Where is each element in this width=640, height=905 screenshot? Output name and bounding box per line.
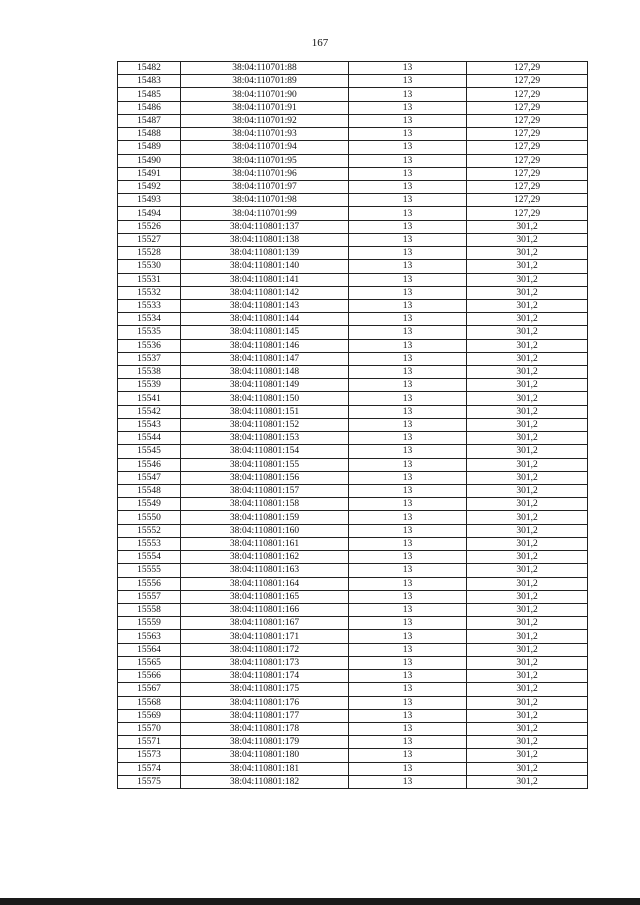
cadastral-number-cell: 38:04:110801:137	[181, 220, 349, 233]
row-number-cell: 15547	[118, 471, 181, 484]
table-row	[118, 154, 588, 167]
area-cell: 301,2	[467, 736, 588, 749]
code-cell: 13	[349, 299, 467, 312]
area-cell: 301,2	[467, 577, 588, 590]
code-cell: 13	[349, 458, 467, 471]
table-row	[118, 432, 588, 445]
code-cell: 13	[349, 656, 467, 669]
row-number-cell: 15542	[118, 405, 181, 418]
area-cell: 301,2	[467, 630, 588, 643]
row-number-cell: 15541	[118, 392, 181, 405]
area-cell: 301,2	[467, 366, 588, 379]
table-row	[118, 458, 588, 471]
code-cell: 13	[349, 432, 467, 445]
code-cell: 13	[349, 722, 467, 735]
area-cell: 301,2	[467, 590, 588, 603]
code-cell: 13	[349, 180, 467, 193]
table-row	[118, 643, 588, 656]
cadastral-number-cell: 38:04:110801:174	[181, 670, 349, 683]
code-cell: 13	[349, 524, 467, 537]
table-row	[118, 75, 588, 88]
row-number-cell: 15556	[118, 577, 181, 590]
row-number-cell: 15568	[118, 696, 181, 709]
table-row	[118, 537, 588, 550]
code-cell: 13	[349, 683, 467, 696]
code-cell: 13	[349, 418, 467, 431]
code-cell: 13	[349, 75, 467, 88]
table-row	[118, 722, 588, 735]
code-cell: 13	[349, 696, 467, 709]
table-row	[118, 577, 588, 590]
area-cell: 301,2	[467, 749, 588, 762]
row-number-cell: 15539	[118, 379, 181, 392]
table-row	[118, 273, 588, 286]
table-row	[118, 313, 588, 326]
cadastral-number-cell: 38:04:110801:147	[181, 352, 349, 365]
area-cell: 301,2	[467, 524, 588, 537]
row-number-cell: 15538	[118, 366, 181, 379]
cadastral-number-cell: 38:04:110801:175	[181, 683, 349, 696]
cadastral-number-cell: 38:04:110801:176	[181, 696, 349, 709]
cadastral-number-cell: 38:04:110801:167	[181, 617, 349, 630]
row-number-cell: 15573	[118, 749, 181, 762]
cadastral-number-cell: 38:04:110701:91	[181, 101, 349, 114]
code-cell: 13	[349, 762, 467, 775]
table-row	[118, 352, 588, 365]
row-number-cell: 15530	[118, 260, 181, 273]
cadastral-number-cell: 38:04:110801:165	[181, 590, 349, 603]
code-cell: 13	[349, 537, 467, 550]
row-number-cell: 15526	[118, 220, 181, 233]
cadastral-number-cell: 38:04:110801:149	[181, 379, 349, 392]
area-cell: 301,2	[467, 656, 588, 669]
table-row	[118, 366, 588, 379]
area-cell: 127,29	[467, 141, 588, 154]
cadastral-number-cell: 38:04:110801:166	[181, 603, 349, 616]
code-cell: 13	[349, 88, 467, 101]
row-number-cell: 15487	[118, 114, 181, 127]
area-cell: 301,2	[467, 339, 588, 352]
code-cell: 13	[349, 207, 467, 220]
area-cell: 301,2	[467, 683, 588, 696]
code-cell: 13	[349, 445, 467, 458]
row-number-cell: 15558	[118, 603, 181, 616]
cadastral-number-cell: 38:04:110801:156	[181, 471, 349, 484]
code-cell: 13	[349, 326, 467, 339]
code-cell: 13	[349, 775, 467, 788]
table-row	[118, 445, 588, 458]
area-cell: 301,2	[467, 260, 588, 273]
area-cell: 301,2	[467, 379, 588, 392]
row-number-cell: 15563	[118, 630, 181, 643]
code-cell: 13	[349, 471, 467, 484]
row-number-cell: 15482	[118, 62, 181, 75]
code-cell: 13	[349, 62, 467, 75]
code-cell: 13	[349, 141, 467, 154]
area-cell: 127,29	[467, 128, 588, 141]
row-number-cell: 15492	[118, 180, 181, 193]
table-row	[118, 180, 588, 193]
area-cell: 301,2	[467, 418, 588, 431]
code-cell: 13	[349, 101, 467, 114]
area-cell: 301,2	[467, 722, 588, 735]
table-row	[118, 260, 588, 273]
cadastral-number-cell: 38:04:110801:148	[181, 366, 349, 379]
table-row	[118, 749, 588, 762]
code-cell: 13	[349, 630, 467, 643]
table-row	[118, 220, 588, 233]
area-cell: 301,2	[467, 286, 588, 299]
area-cell: 127,29	[467, 62, 588, 75]
area-cell: 127,29	[467, 88, 588, 101]
area-cell: 301,2	[467, 670, 588, 683]
table-row	[118, 379, 588, 392]
cadastral-number-cell: 38:04:110801:139	[181, 247, 349, 260]
row-number-cell: 15535	[118, 326, 181, 339]
cadastral-number-cell: 38:04:110701:94	[181, 141, 349, 154]
code-cell: 13	[349, 564, 467, 577]
cadastral-number-cell: 38:04:110801:143	[181, 299, 349, 312]
row-number-cell: 15534	[118, 313, 181, 326]
table-row	[118, 247, 588, 260]
code-cell: 13	[349, 590, 467, 603]
table-row	[118, 286, 588, 299]
code-cell: 13	[349, 379, 467, 392]
cadastral-number-cell: 38:04:110801:171	[181, 630, 349, 643]
row-number-cell: 15550	[118, 511, 181, 524]
row-number-cell: 15485	[118, 88, 181, 101]
cadastral-number-cell: 38:04:110801:162	[181, 551, 349, 564]
area-cell: 301,2	[467, 326, 588, 339]
table-row	[118, 603, 588, 616]
row-number-cell: 15559	[118, 617, 181, 630]
area-cell: 127,29	[467, 114, 588, 127]
table-row	[118, 590, 588, 603]
cadastral-number-cell: 38:04:110801:153	[181, 432, 349, 445]
table-row	[118, 207, 588, 220]
area-cell: 301,2	[467, 775, 588, 788]
area-cell: 301,2	[467, 247, 588, 260]
cadastral-number-cell: 38:04:110801:144	[181, 313, 349, 326]
row-number-cell: 15527	[118, 233, 181, 246]
code-cell: 13	[349, 551, 467, 564]
area-cell: 301,2	[467, 617, 588, 630]
row-number-cell: 15491	[118, 167, 181, 180]
cadastral-number-cell: 38:04:110701:98	[181, 194, 349, 207]
table-row	[118, 498, 588, 511]
row-number-cell: 15494	[118, 207, 181, 220]
table-row	[118, 551, 588, 564]
code-cell: 13	[349, 167, 467, 180]
cadastral-number-cell: 38:04:110801:172	[181, 643, 349, 656]
cadastral-number-cell: 38:04:110801:142	[181, 286, 349, 299]
cadastral-number-cell: 38:04:110801:178	[181, 722, 349, 735]
area-cell: 301,2	[467, 511, 588, 524]
area-cell: 301,2	[467, 313, 588, 326]
row-number-cell: 15557	[118, 590, 181, 603]
code-cell: 13	[349, 247, 467, 260]
table-row	[118, 233, 588, 246]
cadastral-number-cell: 38:04:110801:157	[181, 485, 349, 498]
cadastral-number-cell: 38:04:110801:179	[181, 736, 349, 749]
row-number-cell: 15537	[118, 352, 181, 365]
code-cell: 13	[349, 194, 467, 207]
area-cell: 301,2	[467, 709, 588, 722]
scan-bottom-edge	[0, 898, 640, 905]
code-cell: 13	[349, 736, 467, 749]
table-row	[118, 683, 588, 696]
table-row	[118, 696, 588, 709]
row-number-cell: 15546	[118, 458, 181, 471]
code-cell: 13	[349, 749, 467, 762]
code-cell: 13	[349, 339, 467, 352]
cadastral-number-cell: 38:04:110801:154	[181, 445, 349, 458]
area-cell: 301,2	[467, 643, 588, 656]
cadastral-number-cell: 38:04:110701:90	[181, 88, 349, 101]
area-cell: 301,2	[467, 405, 588, 418]
table-body	[118, 62, 588, 789]
area-cell: 301,2	[467, 458, 588, 471]
row-number-cell: 15486	[118, 101, 181, 114]
area-cell: 301,2	[467, 392, 588, 405]
row-number-cell: 15531	[118, 273, 181, 286]
cadastral-number-cell: 38:04:110801:159	[181, 511, 349, 524]
row-number-cell: 15549	[118, 498, 181, 511]
code-cell: 13	[349, 220, 467, 233]
code-cell: 13	[349, 485, 467, 498]
row-number-cell: 15567	[118, 683, 181, 696]
cadastral-number-cell: 38:04:110801:160	[181, 524, 349, 537]
area-cell: 301,2	[467, 537, 588, 550]
table-row	[118, 564, 588, 577]
table-row	[118, 405, 588, 418]
code-cell: 13	[349, 392, 467, 405]
area-cell: 127,29	[467, 154, 588, 167]
code-cell: 13	[349, 643, 467, 656]
cadastral-number-cell: 38:04:110701:93	[181, 128, 349, 141]
cadastral-number-cell: 38:04:110801:173	[181, 656, 349, 669]
cadastral-number-cell: 38:04:110701:95	[181, 154, 349, 167]
row-number-cell: 15483	[118, 75, 181, 88]
row-number-cell: 15532	[118, 286, 181, 299]
cadastral-number-cell: 38:04:110801:141	[181, 273, 349, 286]
area-cell: 127,29	[467, 194, 588, 207]
area-cell: 127,29	[467, 207, 588, 220]
code-cell: 13	[349, 617, 467, 630]
row-number-cell: 15548	[118, 485, 181, 498]
table-row	[118, 339, 588, 352]
code-cell: 13	[349, 366, 467, 379]
row-number-cell: 15571	[118, 736, 181, 749]
cadastral-number-cell: 38:04:110801:151	[181, 405, 349, 418]
table-row	[118, 62, 588, 75]
area-cell: 301,2	[467, 551, 588, 564]
row-number-cell: 15564	[118, 643, 181, 656]
cadastral-table	[117, 61, 588, 789]
code-cell: 13	[349, 511, 467, 524]
area-cell: 301,2	[467, 564, 588, 577]
code-cell: 13	[349, 273, 467, 286]
table-row	[118, 128, 588, 141]
cadastral-number-cell: 38:04:110701:89	[181, 75, 349, 88]
row-number-cell: 15493	[118, 194, 181, 207]
row-number-cell: 15555	[118, 564, 181, 577]
row-number-cell: 15566	[118, 670, 181, 683]
row-number-cell: 15528	[118, 247, 181, 260]
cadastral-number-cell: 38:04:110801:140	[181, 260, 349, 273]
area-cell: 127,29	[467, 75, 588, 88]
area-cell: 301,2	[467, 445, 588, 458]
row-number-cell: 15574	[118, 762, 181, 775]
cadastral-number-cell: 38:04:110801:146	[181, 339, 349, 352]
area-cell: 301,2	[467, 352, 588, 365]
cadastral-number-cell: 38:04:110801:177	[181, 709, 349, 722]
cadastral-number-cell: 38:04:110801:163	[181, 564, 349, 577]
code-cell: 13	[349, 154, 467, 167]
row-number-cell: 15543	[118, 418, 181, 431]
row-number-cell: 15553	[118, 537, 181, 550]
table-row	[118, 194, 588, 207]
row-number-cell: 15569	[118, 709, 181, 722]
table-row	[118, 471, 588, 484]
code-cell: 13	[349, 709, 467, 722]
cadastral-number-cell: 38:04:110801:180	[181, 749, 349, 762]
row-number-cell: 15552	[118, 524, 181, 537]
area-cell: 301,2	[467, 471, 588, 484]
table-row	[118, 670, 588, 683]
row-number-cell: 15489	[118, 141, 181, 154]
row-number-cell: 15565	[118, 656, 181, 669]
row-number-cell: 15488	[118, 128, 181, 141]
cadastral-number-cell: 38:04:110801:164	[181, 577, 349, 590]
area-cell: 301,2	[467, 432, 588, 445]
area-cell: 301,2	[467, 603, 588, 616]
area-cell: 301,2	[467, 696, 588, 709]
area-cell: 301,2	[467, 273, 588, 286]
row-number-cell: 15536	[118, 339, 181, 352]
table-row	[118, 392, 588, 405]
row-number-cell: 15544	[118, 432, 181, 445]
table-row	[118, 630, 588, 643]
cadastral-number-cell: 38:04:110801:182	[181, 775, 349, 788]
area-cell: 127,29	[467, 167, 588, 180]
code-cell: 13	[349, 233, 467, 246]
cadastral-number-cell: 38:04:110701:97	[181, 180, 349, 193]
table-row	[118, 114, 588, 127]
area-cell: 301,2	[467, 299, 588, 312]
cadastral-number-cell: 38:04:110801:145	[181, 326, 349, 339]
table-row	[118, 88, 588, 101]
table-row	[118, 709, 588, 722]
table-row	[118, 326, 588, 339]
code-cell: 13	[349, 352, 467, 365]
code-cell: 13	[349, 128, 467, 141]
area-cell: 301,2	[467, 762, 588, 775]
cadastral-number-cell: 38:04:110701:88	[181, 62, 349, 75]
cadastral-number-cell: 38:04:110801:138	[181, 233, 349, 246]
cadastral-number-cell: 38:04:110701:96	[181, 167, 349, 180]
code-cell: 13	[349, 114, 467, 127]
code-cell: 13	[349, 313, 467, 326]
area-cell: 301,2	[467, 485, 588, 498]
code-cell: 13	[349, 670, 467, 683]
table-row	[118, 299, 588, 312]
area-cell: 127,29	[467, 180, 588, 193]
table-row	[118, 418, 588, 431]
table-row	[118, 736, 588, 749]
table-row	[118, 167, 588, 180]
row-number-cell: 15570	[118, 722, 181, 735]
row-number-cell: 15545	[118, 445, 181, 458]
table-row	[118, 141, 588, 154]
cadastral-number-cell: 38:04:110801:158	[181, 498, 349, 511]
code-cell: 13	[349, 603, 467, 616]
cadastral-number-cell: 38:04:110801:155	[181, 458, 349, 471]
table-row	[118, 775, 588, 788]
table-row	[118, 524, 588, 537]
code-cell: 13	[349, 498, 467, 511]
table-row	[118, 101, 588, 114]
cadastral-number-cell: 38:04:110801:152	[181, 418, 349, 431]
area-cell: 127,29	[467, 101, 588, 114]
cadastral-number-cell: 38:04:110801:161	[181, 537, 349, 550]
area-cell: 301,2	[467, 498, 588, 511]
code-cell: 13	[349, 577, 467, 590]
code-cell: 13	[349, 405, 467, 418]
cadastral-number-cell: 38:04:110701:99	[181, 207, 349, 220]
code-cell: 13	[349, 260, 467, 273]
table-row	[118, 656, 588, 669]
row-number-cell: 15533	[118, 299, 181, 312]
table-row	[118, 762, 588, 775]
page-number: 167	[311, 37, 329, 49]
area-cell: 301,2	[467, 233, 588, 246]
table-row	[118, 511, 588, 524]
cadastral-number-cell: 38:04:110801:181	[181, 762, 349, 775]
cadastral-number-cell: 38:04:110701:92	[181, 114, 349, 127]
row-number-cell: 15554	[118, 551, 181, 564]
cadastral-number-cell: 38:04:110801:150	[181, 392, 349, 405]
code-cell: 13	[349, 286, 467, 299]
table-row	[118, 485, 588, 498]
row-number-cell: 15490	[118, 154, 181, 167]
table-row	[118, 617, 588, 630]
area-cell: 301,2	[467, 220, 588, 233]
row-number-cell: 15575	[118, 775, 181, 788]
